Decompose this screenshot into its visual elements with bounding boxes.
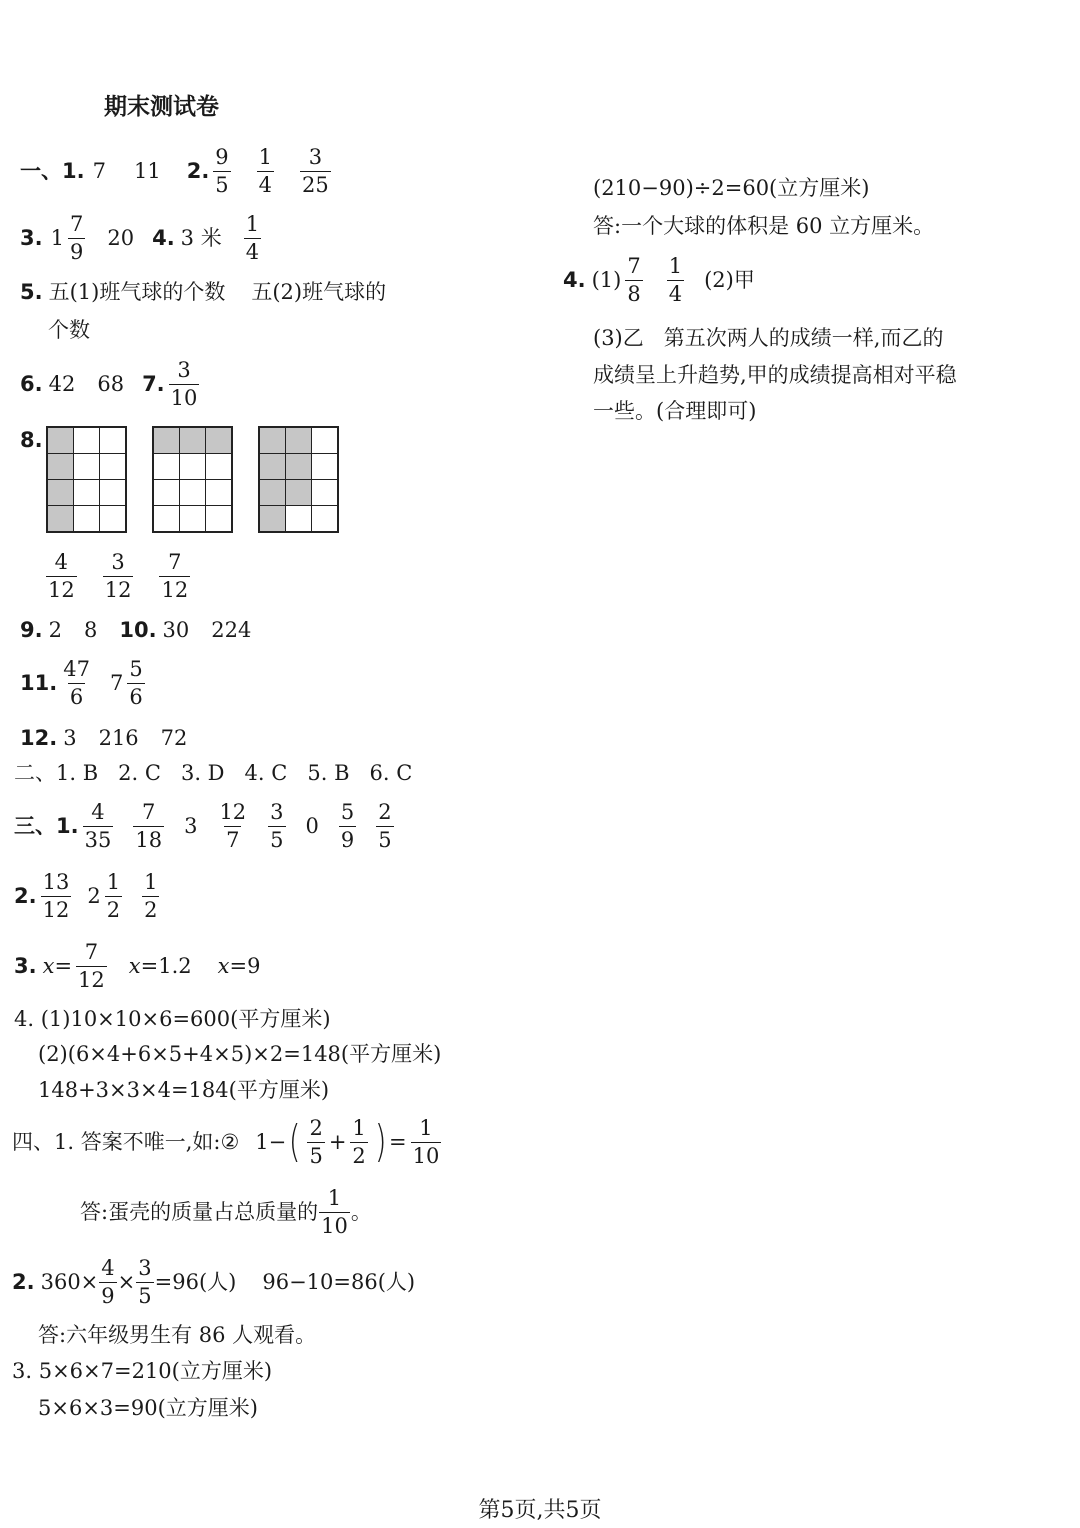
answer: 成绩呈上升趋势,甲的成绩提高相对平稳	[593, 362, 957, 387]
answer: (2)甲	[704, 267, 755, 292]
variable: x	[42, 953, 55, 978]
section-3-line-2	[14, 868, 163, 924]
times: ×	[117, 1269, 136, 1294]
equals: =	[54, 953, 73, 978]
answer: 216	[98, 725, 139, 750]
answer: 答:六年级男生有 86 人观看。	[38, 1322, 317, 1347]
fraction: $\frac{7}{8}$	[627, 253, 641, 306]
question-number: 10.	[119, 617, 157, 642]
fraction: $\frac{1}{4}$	[668, 253, 683, 306]
question-number: 3.	[20, 225, 43, 250]
section-prefix: 一、1.	[20, 158, 85, 183]
section-3-line-4b	[38, 1041, 441, 1067]
answer: 4. (1)10×10×6=600(平方厘米)	[14, 1006, 331, 1031]
grid-cell	[206, 480, 232, 506]
answer: (210−90)÷2=60(立方厘米)	[593, 175, 870, 200]
grid-cell	[286, 480, 312, 506]
answer-line-3	[20, 210, 265, 266]
fraction: $\frac{1}{4}$	[258, 144, 273, 197]
section-4-line-2	[12, 1254, 415, 1310]
section-4-answer-1	[80, 1184, 372, 1240]
question-number: 2.	[12, 1269, 35, 1294]
grid-cell	[100, 506, 126, 532]
answer: 答:一个大球的体积是 60 立方厘米。	[593, 213, 935, 238]
fraction: $\frac{7}{18}$	[135, 799, 163, 852]
fraction: $\frac{3}{5}$	[138, 1255, 152, 1308]
grid-cell	[286, 454, 312, 480]
grid-cell	[312, 428, 338, 454]
grid-cell	[180, 428, 206, 454]
mixed-number: 2 $\frac{1}{2}$	[87, 869, 121, 922]
answer: =1.2	[140, 953, 192, 978]
answer-line-11	[20, 655, 149, 711]
fraction: $\frac{5}{9}$	[340, 799, 355, 852]
answer: 68	[97, 371, 125, 396]
grid-cell	[312, 454, 338, 480]
grid-cell	[154, 454, 180, 480]
section-4-answer-2	[38, 1322, 316, 1348]
answer: 72	[160, 725, 188, 750]
variable: x	[128, 953, 141, 978]
mixed-number: 7 $\frac{5}{6}$	[109, 656, 143, 709]
answer: 3	[63, 725, 77, 750]
fraction: $\frac{1}{2}$	[352, 1115, 366, 1168]
fraction: $\frac{12}{7}$	[219, 799, 247, 852]
grid-cell	[74, 454, 100, 480]
answer: 五(1)班气球的个数	[48, 279, 226, 304]
shaded-grid-1	[46, 426, 127, 533]
question-number: 2.	[14, 883, 37, 908]
answer: 20	[107, 225, 135, 250]
section-4-line-3b	[38, 1395, 258, 1421]
period: 。	[350, 1199, 372, 1224]
answer: 五(2)班气球的	[251, 279, 387, 304]
right-line-7	[593, 397, 756, 425]
answer: 42	[48, 371, 76, 396]
fraction: $\frac{13}{12}$	[42, 869, 70, 922]
grid-cell	[286, 428, 312, 454]
answer: 3	[184, 813, 198, 838]
grid-cell	[286, 506, 312, 532]
grid-cell	[100, 480, 126, 506]
question-number: 9.	[20, 617, 43, 642]
left-paren: (	[288, 1116, 301, 1167]
section-prefix: 三、1.	[14, 813, 79, 838]
answer: 7	[92, 158, 106, 183]
fraction: $\frac{2}{5}$	[378, 799, 392, 852]
answer-line-6	[20, 356, 203, 412]
grid-cell	[154, 480, 180, 506]
part-label: (1)	[591, 267, 622, 292]
grid-cell	[154, 428, 180, 454]
fraction: $\frac{1}{10}$	[321, 1185, 348, 1238]
grid-cell	[260, 480, 286, 506]
answer: 5×6×3=90(立方厘米)	[38, 1395, 258, 1420]
fraction: $\frac{3}{10}$	[170, 357, 198, 410]
fraction: $\frac{4}{12}$	[48, 549, 75, 602]
grid-cell	[180, 506, 206, 532]
grid-cell	[100, 428, 126, 454]
answer: 2	[48, 617, 62, 642]
grid-cell	[260, 428, 286, 454]
answer: (2)(6×4+6×5+4×5)×2=148(平方厘米)	[38, 1041, 442, 1066]
grid-cell	[180, 480, 206, 506]
section-3-line-3	[14, 938, 260, 994]
fraction: $\frac{7}{12}$	[161, 549, 189, 602]
fraction: $\frac{1}{2}$	[144, 869, 158, 922]
page-footer: 第5页,共5页	[478, 1498, 602, 1523]
right-line-6	[593, 361, 957, 389]
answer: =9	[229, 953, 261, 978]
equals: =	[388, 1129, 407, 1154]
right-line-1	[593, 175, 869, 201]
mixed-number: 1 $\frac{7}{9}$	[50, 211, 84, 264]
section-4-line-1	[12, 1112, 445, 1172]
answer-line-8-fractions	[42, 548, 194, 604]
grid-cell	[312, 506, 338, 532]
question-number: 4.	[563, 267, 586, 292]
section-4-line-3a	[12, 1358, 272, 1384]
grid-cell	[154, 506, 180, 532]
grid-cell	[180, 454, 206, 480]
grid-cell	[74, 428, 100, 454]
fraction: $\frac{1}{10}$	[412, 1115, 440, 1168]
answer: (3)乙 第五次两人的成绩一样,而乙的	[593, 325, 944, 350]
fraction: $\frac{47}{6}$	[63, 656, 90, 709]
question-number: 5.	[20, 279, 43, 304]
variable: x	[217, 953, 230, 978]
answer: 一些。(合理即可)	[593, 398, 757, 423]
right-line-4	[563, 252, 755, 308]
question-number: 4.	[152, 225, 175, 250]
grid-cell	[260, 506, 286, 532]
grid-cell	[312, 480, 338, 506]
answer-line-12	[20, 725, 187, 751]
section-prefix: 四、1. 答案不唯一,如:	[12, 1129, 221, 1154]
fraction: $\frac{3}{5}$	[270, 799, 284, 852]
answer: 二、1. B 2. C 3. D 4. C 5. B 6. C	[14, 760, 413, 785]
right-line-2	[593, 212, 934, 240]
grid-cell	[48, 506, 74, 532]
section-2-line	[14, 760, 412, 786]
grid-cell	[100, 454, 126, 480]
answer: 3 米	[180, 225, 222, 250]
fraction: $\frac{3}{25}$	[302, 144, 329, 197]
question-number: 12.	[20, 725, 58, 750]
fraction: $\frac{2}{5}$	[309, 1115, 323, 1168]
fraction: $\frac{3}{12}$	[104, 549, 132, 602]
answer-line-8	[20, 428, 43, 452]
right-paren: )	[374, 1116, 387, 1167]
page-title: 期末测试卷	[104, 94, 219, 120]
fraction: $\frac{7}{12}$	[78, 939, 105, 992]
fraction: $\frac{4}{35}$	[84, 799, 112, 852]
answer: 148+3×3×4=184(平方厘米)	[38, 1077, 330, 1102]
answer: 8	[83, 617, 98, 642]
grid-cell	[206, 454, 232, 480]
question-number: 2.	[186, 158, 210, 183]
question-number: 6.	[20, 371, 43, 396]
answer: 30	[162, 617, 190, 642]
section-3-line-4c	[38, 1077, 329, 1103]
grid-cell	[206, 428, 232, 454]
answer: 224	[211, 617, 252, 642]
shaded-grid-2	[152, 426, 233, 533]
grid-cell	[48, 454, 74, 480]
question-number: 8.	[20, 427, 43, 452]
question-number: 3.	[14, 953, 37, 978]
grid-cell	[206, 506, 232, 532]
answer-line-9	[20, 617, 251, 643]
expression: 1−	[255, 1129, 287, 1154]
section-3-line-1	[14, 798, 398, 854]
grid-cell	[74, 480, 100, 506]
expression: 360×	[40, 1269, 99, 1294]
grid-cell	[74, 506, 100, 532]
answer: 答:蛋壳的质量占总质量的	[80, 1199, 319, 1224]
answer: 3. 5×6×7=210(立方厘米)	[12, 1358, 273, 1383]
circled-number: ②	[220, 1129, 240, 1154]
grid-cell	[48, 480, 74, 506]
grid-cell	[260, 454, 286, 480]
answer: 0	[305, 813, 319, 838]
expression: 96−10=86(人)	[262, 1269, 416, 1294]
grid-cell	[48, 428, 74, 454]
answer: 个数	[48, 317, 90, 342]
answer-line-5	[20, 278, 386, 306]
fraction: $\frac{9}{5}$	[215, 144, 229, 197]
shaded-grid-3	[258, 426, 339, 533]
fraction: $\frac{1}{4}$	[245, 211, 260, 264]
plus: +	[328, 1129, 347, 1154]
right-line-5	[593, 324, 943, 352]
expression: =96(人)	[154, 1269, 237, 1294]
answer: 11	[133, 158, 161, 183]
question-number: 7.	[142, 371, 165, 396]
fraction: $\frac{4}{9}$	[101, 1255, 115, 1308]
question-number: 11.	[20, 670, 58, 695]
answer-line-5-cont	[48, 316, 90, 344]
answer-line-1	[20, 143, 335, 199]
section-3-line-4a	[14, 1006, 331, 1032]
